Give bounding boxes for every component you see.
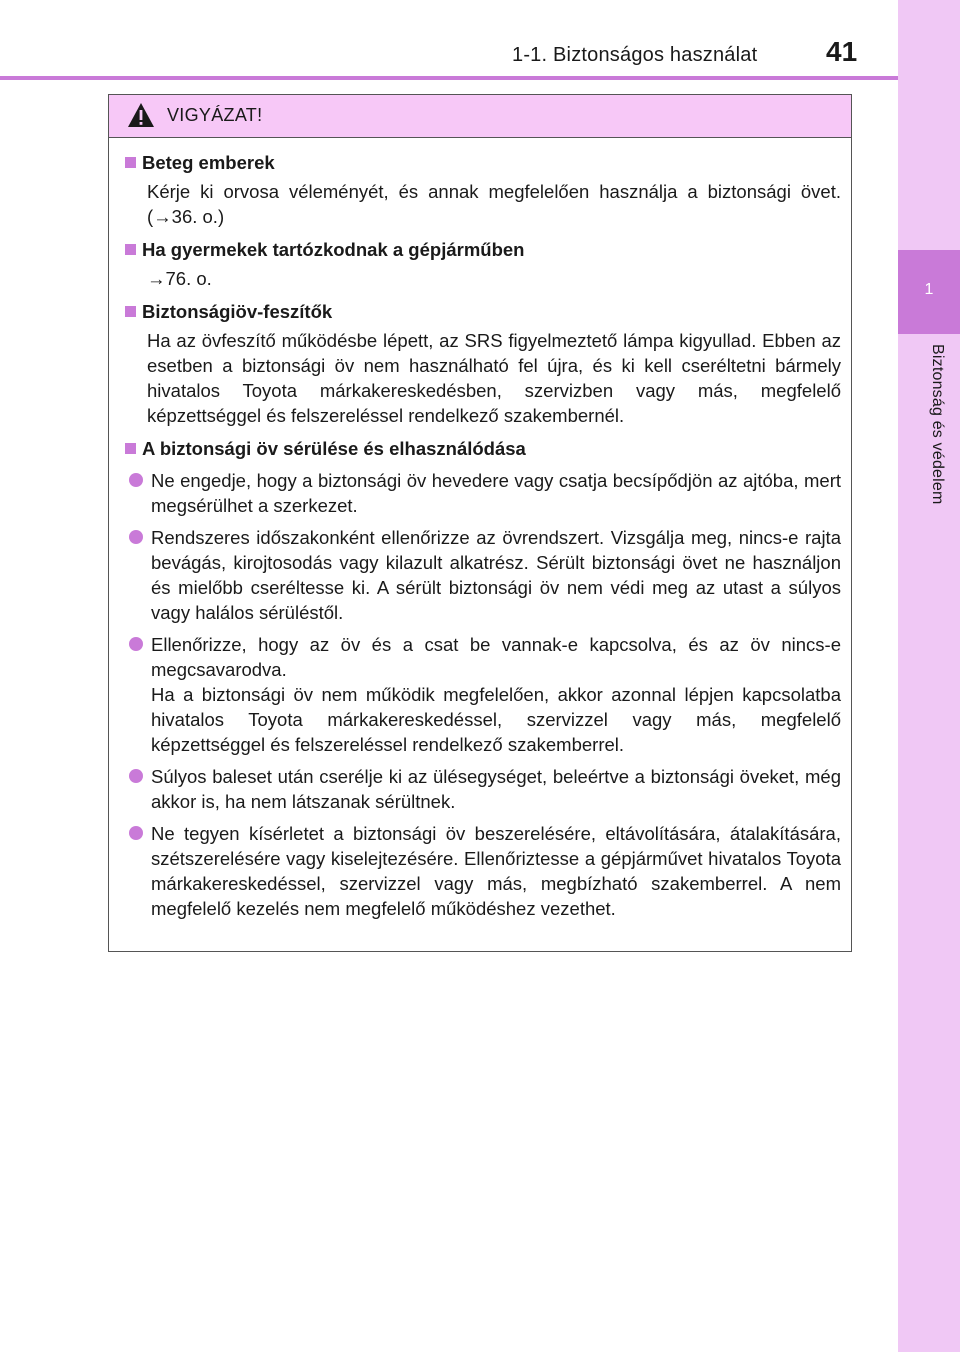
list-item xyxy=(125,632,841,757)
topic-pretensioners xyxy=(125,299,841,428)
topic-children xyxy=(125,237,841,291)
square-bullet-icon xyxy=(125,157,136,168)
list-item-text: Ha a biztonsági öv nem működik megfelelően, akkor azonnal lépjen kapcsolatba hivatalos Toyota márkakereskedéssel, szervizzel vagy más, megfelelő képzettséggel és felszereléssel rendelkező szakemberrel. xyxy=(151,684,841,755)
list-item xyxy=(125,821,841,921)
topic-text: Kérje ki orvosa véleményét, és annak megfelelően használja a biztonsági övet. (→36. o.) xyxy=(147,181,841,227)
topic-title: Ha gyermekek tartózkodnak a gépjárműben xyxy=(142,239,525,260)
page-number: 41 xyxy=(826,36,858,67)
round-bullet-icon xyxy=(129,637,143,651)
warning-box xyxy=(108,94,852,952)
topic-text: →76. o. xyxy=(147,268,212,289)
list-item xyxy=(125,764,841,814)
chapter-number-tab: 1 xyxy=(898,250,960,334)
warning-header xyxy=(109,95,851,138)
warning-body xyxy=(109,138,851,921)
list-item-text: Ne tegyen kísérletet a biztonsági öv beszerelésére, eltávolítására, átalakítására, szétszerelésére vagy kiselejtezésére. Ellenőriztesse a gépjárművet hivatalos Toyota márkakereskedéssel, szervizzel vagy más, megbízható szakemberrel. A nem megfelelő kezelés nem megfelelő működéshez vezethet. xyxy=(151,823,841,919)
topic-title: A biztonsági öv sérülése és elhasználódása xyxy=(142,438,526,459)
topic-text: Ha az övfeszítő működésbe lépett, az SRS figyelmeztető lámpa kigyullad. Ebben az esetben a biztonsági öv nem használható fel újra, és ki kell cseréltetni bármely hivatalos Toyota márkakereskedésben, szervizben vagy más, megfelelő képzettséggel és felszereléssel rendelkező szakembernél. xyxy=(147,330,841,426)
topic-title: Beteg emberek xyxy=(142,152,275,173)
square-bullet-icon xyxy=(125,244,136,255)
section-title: 1-1. Biztonságos használat xyxy=(512,44,758,66)
warning-triangle-icon xyxy=(127,102,155,128)
warning-title: VIGYÁZAT! xyxy=(167,105,263,125)
list-item xyxy=(125,468,841,518)
header-divider xyxy=(0,76,898,80)
list-item-text: Súlyos baleset után cserélje ki az ülésegységet, beleértve a biztonsági öveket, még akkor is, ha nem látszanak sérültnek. xyxy=(151,766,841,812)
chapter-label: Biztonság és védelem xyxy=(929,344,946,505)
list-item-text: Rendszeres időszakonként ellenőrizze az övrendszert. Vizsgálja meg, nincs-e rajta bevágás, kirojtosodás vagy kilazult alkatrész. Sérült biztonsági övet ne használjon és mielőbb cseréltesse ki. A sérült biztonsági öv nem védi meg az utast a súlyos vagy halálos sérüléstől. xyxy=(151,527,841,623)
square-bullet-icon xyxy=(125,443,136,454)
topic-title: Biztonságiöv-feszítők xyxy=(142,301,333,322)
topic-sick-people xyxy=(125,150,841,229)
round-bullet-icon xyxy=(129,769,143,783)
square-bullet-icon xyxy=(125,306,136,317)
round-bullet-icon xyxy=(129,530,143,544)
topic-belt-damage xyxy=(125,436,841,921)
list-item-text: Ne engedje, hogy a biztonsági öv hevedere vagy csatja becsípődjön az ajtóba, mert megsérülhet a szerkezet. xyxy=(151,470,841,516)
round-bullet-icon xyxy=(129,826,143,840)
round-bullet-icon xyxy=(129,473,143,487)
list-item xyxy=(125,525,841,625)
list-item-text: Ellenőrizze, hogy az öv és a csat be vannak-e kapcsolva, és az öv nincs-e megcsavarodva. xyxy=(151,634,841,680)
side-tab xyxy=(898,0,960,1352)
